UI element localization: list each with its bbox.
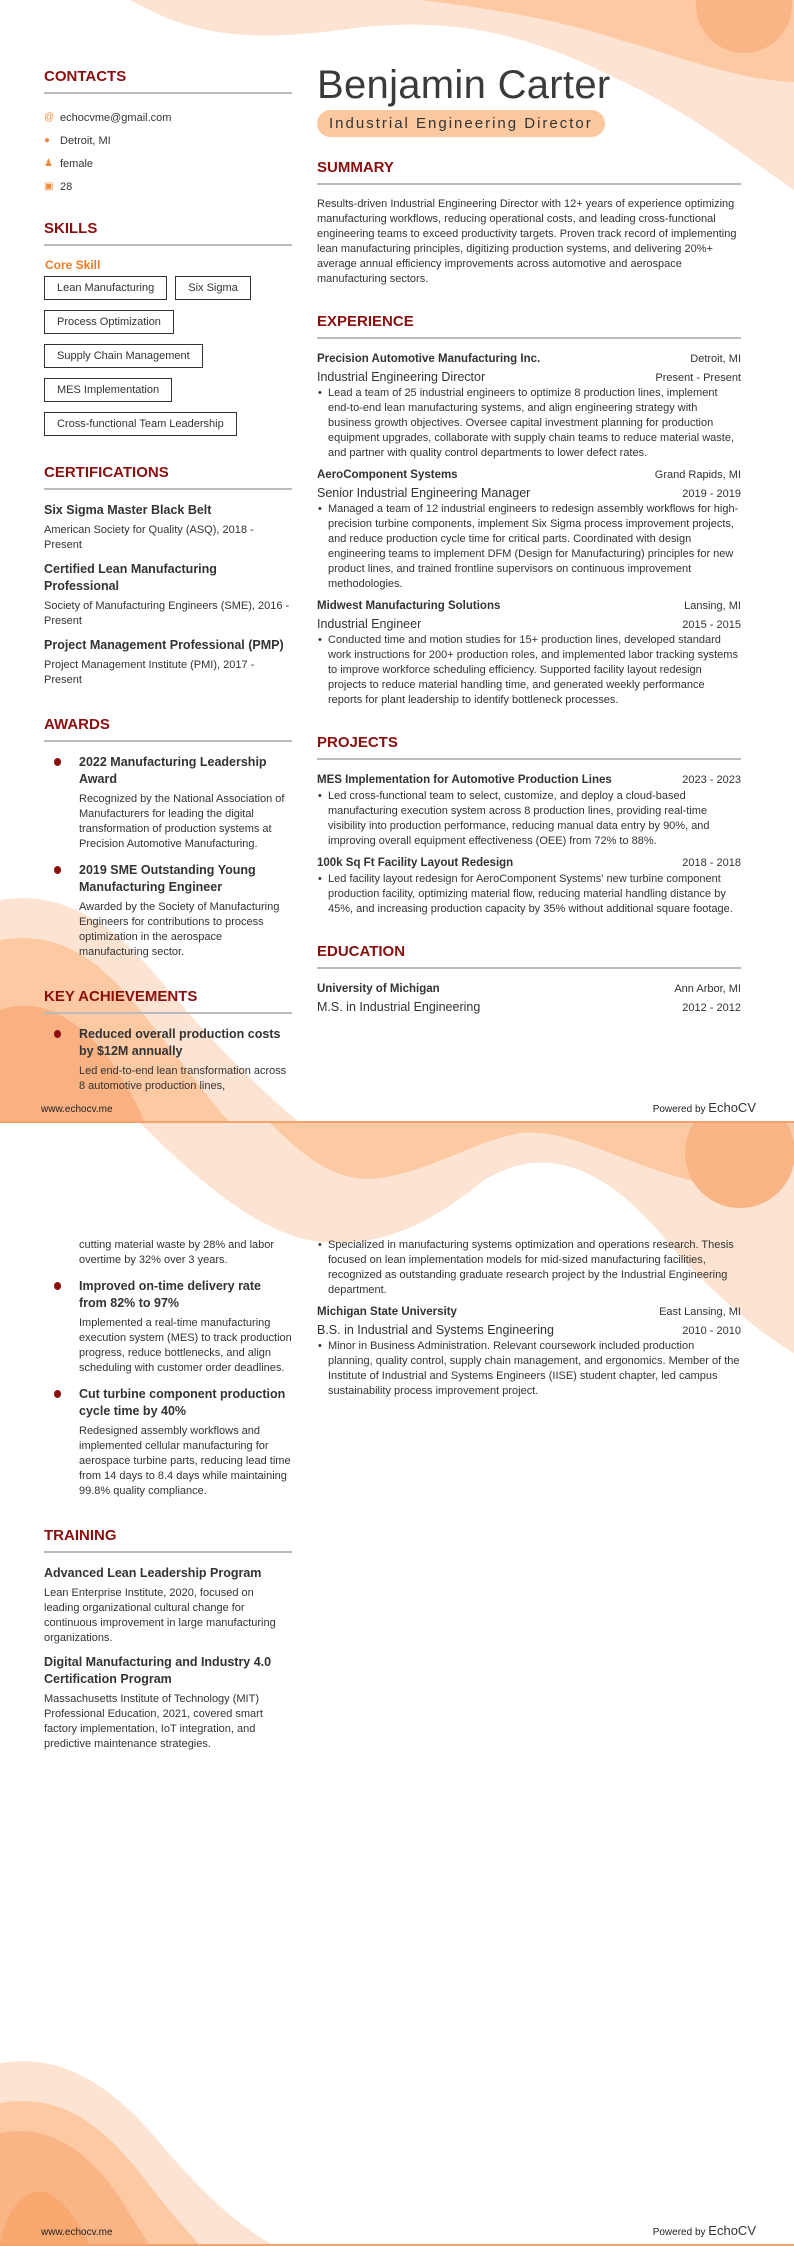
bullet-text: • Led facility layout redesign for AeroComponent Systems' new turbine component production facility, optimizing material flow, reducing material handling distance by 45%, and increasing production capacity by 35% without additional square footage.: [317, 872, 741, 917]
dates: 2019 - 2019: [682, 488, 741, 500]
achievement-item: [44, 1278, 292, 1376]
brand-name: EchoCV: [708, 2223, 756, 2238]
skill-tag: Supply Chain Management: [44, 344, 203, 368]
skill-tag: Lean Manufacturing: [44, 276, 167, 300]
right-column: [317, 1238, 741, 1405]
training-title: Digital Manufacturing and Industry 4.0 Certification Program: [44, 1655, 272, 1686]
contact-text: echocvme@gmail.com: [60, 111, 172, 124]
experience-item: [317, 351, 741, 461]
training-item: [44, 1654, 292, 1752]
projects-section: [317, 734, 741, 917]
bullet-text: • Led cross-functional team to select, customize, and deploy a cloud-based manufacturing execution system across 8 production lines, providing real-time visibility into production performance, reducing manual data entry by 90%, and improving overall equipment effectiveness (OEE) from 72% to 88%.: [317, 789, 741, 849]
dates: Present - Present: [655, 372, 741, 384]
contacts-section: [44, 68, 292, 198]
experience-item: [317, 598, 741, 708]
left-column: [44, 1238, 292, 1752]
skill-tag: Cross-functional Team Leadership: [44, 412, 237, 436]
job-role: Senior Industrial Engineering Manager: [317, 486, 531, 500]
job-role: Industrial Engineering Director: [317, 370, 486, 384]
training-detail: Massachusetts Institute of Technology (MIT) Professional Education, 2021, covered smart factory implementation, IoT integration, and predictive maintenance strategies.: [44, 1693, 263, 1750]
achievement-title: Cut turbine component production cycle time by 40%: [79, 1387, 286, 1418]
section-heading: KEY ACHIEVEMENTS: [44, 988, 292, 1014]
bullet-dot-icon: [54, 1390, 61, 1398]
certification-detail: Society of Manufacturing Engineers (SME), 2016 - Present: [44, 600, 290, 627]
skill-tags: [44, 276, 284, 436]
achievement-title: Reduced overall production costs by $12M annually: [79, 1027, 281, 1058]
location: Ann Arbor, MI: [674, 983, 741, 995]
education-section: [317, 943, 741, 1016]
summary-section: [317, 159, 741, 287]
bullet-dot-icon: [54, 758, 61, 766]
powered-by: [653, 2223, 756, 2238]
at-icon: @: [44, 112, 55, 123]
section-heading: AWARDS: [44, 716, 292, 742]
training-detail: Lean Enterprise Institute, 2020, focused on leading organizational cultural change for continuous improvement in large manufacturing organizations.: [44, 1587, 276, 1644]
dates: 2015 - 2015: [682, 619, 741, 631]
skill-tag: Six Sigma: [175, 276, 251, 300]
section-heading: EXPERIENCE: [317, 313, 741, 339]
certification-item: [44, 502, 292, 553]
section-heading: SKILLS: [44, 220, 292, 246]
candidate-name: Benjamin Carter: [317, 63, 611, 107]
certification-title: Project Management Professional (PMP): [44, 638, 284, 652]
dates: 2018 - 2018: [682, 857, 741, 869]
award-title: 2019 SME Outstanding Young Manufacturing Engineer: [79, 863, 256, 894]
experience-section: [317, 313, 741, 708]
achievement-item-continued: [44, 1238, 292, 1268]
award-detail: Recognized by the National Association of Manufacturers for leading the digital transformation of production systems at Precision Automotive Manufacturing.: [79, 793, 285, 850]
summary-text: Results-driven Industrial Engineering Director with 12+ years of experience optimizing manufacturing workflows, reducing operational costs, and leading cross-functional engineering teams to exceed productivity targets. Proven track record of implementing lean manufacturing principles, digitizing production systems, and delivering 20%+ average annual efficiency improvements across automotive and aerospace manufacturing sectors.: [317, 198, 737, 285]
location: East Lansing, MI: [659, 1306, 741, 1318]
section-heading: PROJECTS: [317, 734, 741, 760]
awards-section: [44, 716, 292, 960]
location-pin-icon: ●: [44, 135, 51, 146]
certification-detail: American Society for Quality (ASQ), 2018 - Present: [44, 524, 254, 551]
contact-gender: [44, 152, 292, 175]
contact-age: [44, 175, 292, 198]
school-name: University of Michigan: [317, 983, 440, 995]
powered-by: [653, 1100, 756, 1115]
training-title: Advanced Lean Leadership Program: [44, 1566, 262, 1580]
contact-location: [44, 129, 292, 152]
location: Grand Rapids, MI: [654, 469, 741, 481]
powered-by-label: Powered by: [652, 2227, 706, 2238]
skill-group-title: Core Skill: [45, 258, 101, 272]
bullet-text: • Conducted time and motion studies for 15+ production lines, developed standard work instructions for 200+ production roles, and implemented labor tracking systems to improve workforce scheduling efficiency. Supported facility layout redesign projects to reduce material handling time, and generated weekly performance reports for plant leadership to identify bottleneck processes.: [317, 633, 741, 708]
calendar-icon: ▣: [44, 181, 54, 192]
achievement-detail: Implemented a real-time manufacturing execution system (MES) to track production progress, reduce bottlenecks, and align scheduling with customer order deadlines.: [79, 1317, 292, 1374]
award-title: 2022 Manufacturing Leadership Award: [79, 755, 267, 786]
education-item: [317, 1304, 741, 1399]
company-name: AeroComponent Systems: [317, 469, 458, 481]
skills-section: [44, 220, 292, 436]
achievement-detail: Led end-to-end lean transformation across 8 automotive production lines,: [79, 1065, 287, 1092]
skill-tag: Process Optimization: [44, 310, 174, 334]
right-column: [317, 62, 741, 1016]
degree: B.S. in Industrial and Systems Engineering: [317, 1323, 554, 1337]
school-name: Michigan State University: [317, 1306, 457, 1318]
company-name: Precision Automotive Manufacturing Inc.: [317, 353, 541, 365]
certification-title: Certified Lean Manufacturing Professional: [44, 562, 217, 593]
achievement-detail: cutting material waste by 28% and labor overtime by 32% over 3 years.: [79, 1239, 275, 1266]
award-item: [44, 862, 292, 960]
experience-item: [317, 467, 741, 592]
bullet-dot-icon: [54, 866, 61, 874]
project-item: [317, 772, 741, 849]
section-heading: TRAINING: [44, 1527, 292, 1553]
job-title-badge: Industrial Engineering Director: [317, 110, 605, 137]
website-link[interactable]: www.echocv.me: [41, 1104, 113, 1115]
resume-page-2: [0, 1123, 794, 2246]
certification-item: [44, 561, 292, 629]
location: Lansing, MI: [684, 600, 741, 612]
section-heading: EDUCATION: [317, 943, 741, 969]
bullet-dot-icon: [54, 1030, 61, 1038]
degree: M.S. in Industrial Engineering: [317, 1000, 481, 1014]
location: Detroit, MI: [690, 353, 741, 365]
contact-text: 28: [60, 180, 73, 193]
award-item: [44, 754, 292, 852]
certifications-section: [44, 464, 292, 688]
powered-by-label: Powered by: [652, 1104, 706, 1115]
contact-email[interactable]: [44, 106, 292, 129]
section-heading: SUMMARY: [317, 159, 741, 185]
project-item: [317, 855, 741, 917]
dates: 2023 - 2023: [682, 774, 741, 786]
section-heading: CONTACTS: [44, 68, 292, 94]
contact-text: Detroit, MI: [60, 134, 111, 147]
contact-text: female: [60, 157, 94, 170]
dates: 2010 - 2010: [682, 1325, 741, 1337]
bullet-dot-icon: [54, 1282, 61, 1290]
bullet-text: • Lead a team of 25 industrial engineers to optimize 8 production lines, implement end-to-end lean manufacturing systems, and align engineering strategy with business growth objectives. Oversee capital investment planning for production equipment upgrades, collaborate with supply chain teams to reduce material waste, and partner with quality control departments to lower defect rates.: [317, 386, 741, 461]
website-link[interactable]: www.echocv.me: [41, 2227, 113, 2238]
achievement-detail: Redesigned assembly workflows and implemented cellular manufacturing for aerospace turbine parts, reducing lead time from 14 days to 8.4 days while maintaining 99.8% quality compliance.: [79, 1425, 291, 1497]
job-role: Industrial Engineer: [317, 617, 422, 631]
certification-item: [44, 637, 292, 688]
achievements-section: [44, 988, 292, 1094]
training-section: [44, 1527, 292, 1752]
page-divider: [0, 1121, 794, 1123]
bullet-text: • Specialized in manufacturing systems optimization and operations research. Thesis focused on lean implementation models for mid-sized manufacturing facilities, recognized as outstanding graduate research project by the Industrial Engineering department.: [317, 1238, 741, 1298]
award-detail: Awarded by the Society of Manufacturing Engineers for contributions to process optimization in the aerospace manufacturing sector.: [79, 901, 280, 958]
education-item-continued: [317, 1238, 741, 1298]
skill-tag: MES Implementation: [44, 378, 172, 402]
training-item: [44, 1565, 292, 1646]
brand-name: EchoCV: [708, 1100, 756, 1115]
certification-title: Six Sigma Master Black Belt: [44, 503, 212, 517]
bullet-text: • Managed a team of 12 industrial engineers to redesign assembly workflows for high-precision turbine components, implement Six Sigma process improvement projects, and reduce production cycle time for critical parts. Coordinated with design engineering teams to implement DFM (Design for Manufacturing) principles for new product lines, and trained frontline supervisors on continuous improvement methodologies.: [317, 502, 741, 592]
project-title: MES Implementation for Automotive Production Lines: [317, 774, 612, 786]
company-name: Midwest Manufacturing Solutions: [317, 600, 501, 612]
achievement-title: Improved on-time delivery rate from 82% to 97%: [79, 1279, 262, 1310]
left-column: [44, 68, 292, 1094]
achievement-item: [44, 1386, 292, 1499]
achievement-item: [44, 1026, 292, 1094]
project-title: 100k Sq Ft Facility Layout Redesign: [317, 857, 514, 869]
certification-detail: Project Management Institute (PMI), 2017 - Present: [44, 659, 255, 686]
bullet-text: • Minor in Business Administration. Relevant coursework included production planning, quality control, supply chain management, and ergonomics. Member of the Institute of Industrial and Systems Engineers (IISE) student chapter, led campus sustainability process improvement project.: [317, 1339, 741, 1399]
person-icon: ♟: [44, 158, 53, 169]
section-heading: CERTIFICATIONS: [44, 464, 292, 490]
dates: 2012 - 2012: [682, 1002, 741, 1014]
